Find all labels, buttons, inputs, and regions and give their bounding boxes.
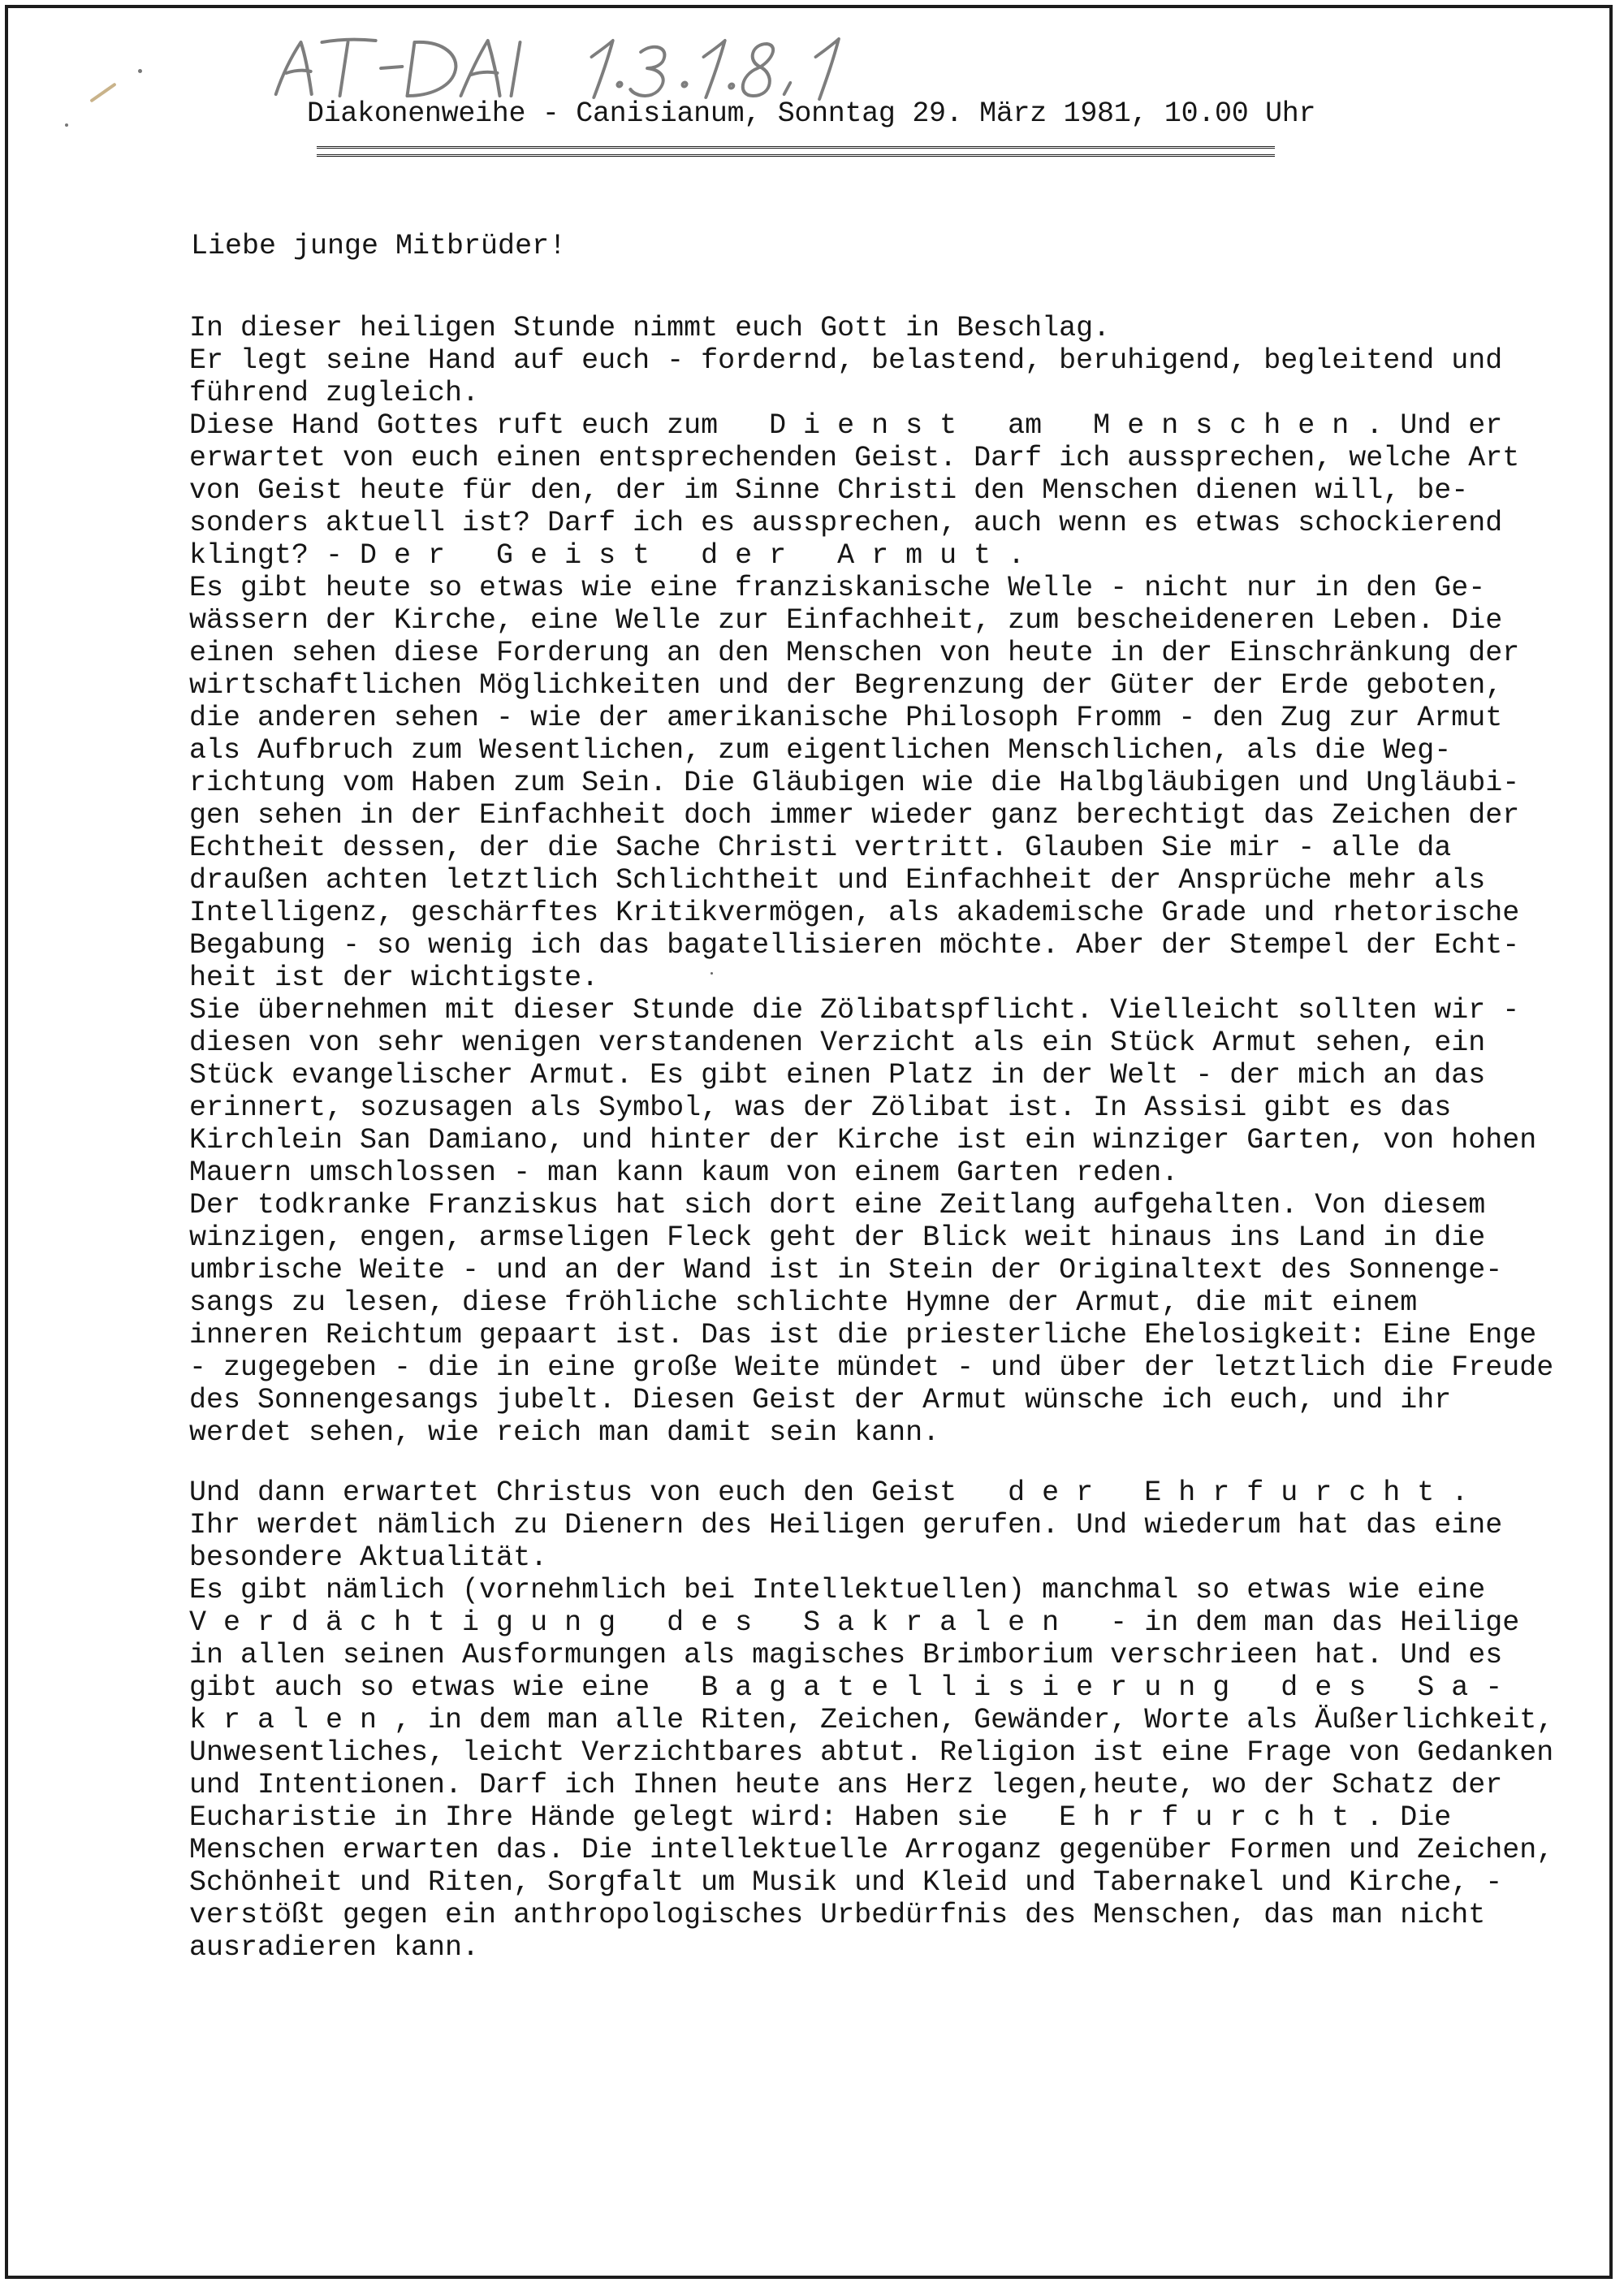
text-line: in allen seinen Ausformungen als magisches Brimborium verschrieen hat. Und es: [189, 1639, 1503, 1671]
text-line: draußen achten letztlich Schlichtheit und Einfachheit der Ansprüche mehr als: [189, 864, 1486, 897]
text-line: k r a l e n , in dem man alle Riten, Zeichen, Gewänder, Worte als Äußerlichkeit,: [189, 1704, 1554, 1736]
text-line: erinnert, sozusagen als Symbol, was der Zölibat ist. In Assisi gibt es das: [189, 1092, 1452, 1124]
text-line: sonders aktuell ist? Darf ich es aussprechen, auch wenn es etwas schockierend: [189, 507, 1503, 539]
text-line: Ihr werdet nämlich zu Dienern des Heiligen gerufen. Und wiederum hat das eine: [189, 1509, 1503, 1541]
header-underline: [317, 146, 1275, 149]
text-line: wirtschaftlichen Möglichkeiten und der Begrenzung der Güter der Erde geboten,: [189, 669, 1503, 702]
text-line: gibt auch so etwas wie eine B a g a t e l l i s i e r u n g d e s S a -: [189, 1671, 1503, 1704]
text-line: Intelligenz, geschärftes Kritikvermögen, als akademische Grade und rhetorische: [189, 897, 1520, 929]
letter-body: [189, 312, 1554, 1964]
text-line: Schönheit und Riten, Sorgfalt um Musik und Kleid und Tabernakel und Kirche, -: [189, 1866, 1503, 1899]
text-line: des Sonnengesangs jubelt. Diesen Geist der Armut wünsche ich euch, und ihr: [189, 1384, 1452, 1416]
text-line: richtung vom Haben zum Sein. Die Gläubigen wie die Halbgläubigen und Ungläubi-: [189, 767, 1520, 799]
text-line: wässern der Kirche, eine Welle zur Einfachheit, zum bescheideneren Leben. Die: [189, 604, 1503, 637]
text-line: Mauern umschlossen - man kann kaum von einem Garten reden.: [189, 1156, 1179, 1189]
scan-speck: [65, 123, 68, 127]
text-line: Er legt seine Hand auf euch - fordernd, belastend, beruhigend, begleitend und: [189, 344, 1503, 377]
text-line: V e r d ä c h t i g u n g d e s S a k r a l e n - in dem man das Heilige: [189, 1606, 1520, 1639]
text-line: verstößt gegen ein anthropologisches Urbedürfnis des Menschen, das man nicht: [189, 1899, 1486, 1931]
document-header: Diakonenweihe - Canisianum, Sonntag 29. März 1981, 10.00 Uhr: [307, 97, 1316, 130]
text-line: sangs zu lesen, diese fröhliche schlichte Hymne der Armut, die mit einem: [189, 1286, 1418, 1319]
scan-speck: [710, 972, 713, 975]
header-underline-double: [317, 154, 1275, 157]
text-line: Es gibt nämlich (vornehmlich bei Intellektuellen) manchmal so etwas wie eine: [189, 1574, 1486, 1606]
text-line: die anderen sehen - wie der amerikanische Philosoph Fromm - den Zug zur Armut: [189, 702, 1503, 734]
text-line: diesen von sehr wenigen verstandenen Verzicht als ein Stück Armut sehen, ein: [189, 1027, 1486, 1059]
text-line: Unwesentliches, leicht Verzichtbares abtut. Religion ist eine Frage von Gedanken: [189, 1736, 1554, 1769]
text-line: Menschen erwarten das. Die intellektuelle Arroganz gegenüber Formen und Zeichen,: [189, 1834, 1554, 1866]
text-line: Begabung - so wenig ich das bagatellisieren möchte. Aber der Stempel der Echt-: [189, 929, 1520, 962]
text-line: inneren Reichtum gepaart ist. Das ist die priesterliche Ehelosigkeit: Eine Enge: [189, 1319, 1537, 1351]
text-line: besondere Aktualität.: [189, 1541, 548, 1574]
text-line: einen sehen diese Forderung an den Menschen von heute in der Einschränkung der: [189, 637, 1520, 669]
paragraph-ehrfurcht: [189, 1476, 1554, 1964]
text-line: Stück evangelischer Armut. Es gibt einen Platz in der Welt - der mich an das: [189, 1059, 1486, 1092]
text-line: umbrische Weite - und an der Wand ist in Stein der Originaltext des Sonnenge-: [189, 1254, 1503, 1286]
text-line: von Geist heute für den, der im Sinne Christi den Menschen dienen will, be-: [189, 474, 1469, 507]
scan-speck: [138, 69, 142, 73]
text-line: heit ist der wichtigste.: [189, 962, 599, 994]
paragraph-gap: [189, 1449, 1488, 1476]
text-line: werdet sehen, wie reich man damit sein kann.: [189, 1416, 940, 1449]
text-line: Diese Hand Gottes ruft euch zum D i e n s t am M e n s c h e n . Und er: [189, 409, 1503, 442]
text-line: gen sehen in der Einfachheit doch immer wieder ganz berechtigt das Zeichen der: [189, 799, 1520, 832]
text-line: Echtheit dessen, der die Sache Christi vertritt. Glauben Sie mir - alle da: [189, 832, 1452, 864]
text-line: als Aufbruch zum Wesentlichen, zum eigentlichen Menschlichen, als die Weg-: [189, 734, 1452, 767]
text-line: Und dann erwartet Christus von euch den Geist d e r E h r f u r c h t .: [189, 1476, 1469, 1509]
text-line: ausradieren kann.: [189, 1931, 480, 1964]
text-line: Der todkranke Franziskus hat sich dort eine Zeitlang aufgehalten. Von diesem: [189, 1189, 1486, 1221]
salutation: Liebe junge Mitbrüder!: [191, 230, 567, 262]
text-line: Sie übernehmen mit dieser Stunde die Zölibatspflicht. Vielleicht sollten wir -: [189, 994, 1520, 1027]
text-line: führend zugleich.: [189, 377, 480, 409]
text-line: In dieser heiligen Stunde nimmt euch Gott in Beschlag.: [189, 312, 1111, 344]
text-line: und Intentionen. Darf ich Ihnen heute ans Herz legen,heute, wo der Schatz der: [189, 1769, 1503, 1801]
text-line: klingt? - D e r G e i s t d e r A r m u t .: [189, 539, 1026, 572]
text-line: - zugegeben - die in eine große Weite mündet - und über der letztlich die Freude: [189, 1351, 1554, 1384]
text-line: Es gibt heute so etwas wie eine franziskanische Welle - nicht nur in den Ge-: [189, 572, 1486, 604]
text-line: winzigen, engen, armseligen Fleck geht der Blick weit hinaus ins Land in die: [189, 1221, 1486, 1254]
text-line: Eucharistie in Ihre Hände gelegt wird: Haben sie E h r f u r c h t . Die: [189, 1801, 1452, 1834]
paragraph-armut: [189, 312, 1554, 1449]
text-line: erwartet von euch einen entsprechenden Geist. Darf ich aussprechen, welche Art: [189, 442, 1520, 474]
text-line: Kirchlein San Damiano, und hinter der Kirche ist ein winziger Garten, von hohen: [189, 1124, 1537, 1156]
